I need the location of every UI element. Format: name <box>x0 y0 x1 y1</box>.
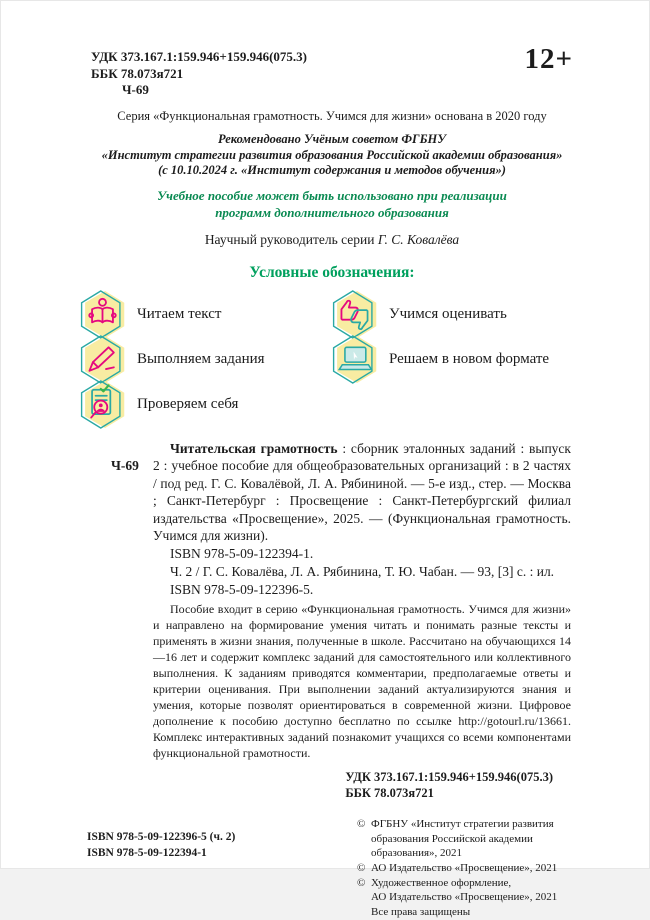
copyright-line: © АО Издательство «Просвещение», 2021 <box>357 862 558 875</box>
legend-label: Читаем текст <box>137 305 222 322</box>
legend-item-read <box>79 292 331 337</box>
udk-code: УДК 373.167.1:159.946+159.946(075.3) <box>91 49 307 64</box>
legend-label: Выполняем задания <box>137 350 265 367</box>
catalog-title: Читательская грамотность <box>170 440 338 456</box>
writing-pen-icon <box>79 334 126 385</box>
copyright-symbol: © <box>357 876 366 889</box>
isbn-main: ISBN 978-5-09-122394-1 <box>87 846 207 859</box>
legend-item-check <box>79 382 331 427</box>
legend-label: Учимся оценивать <box>389 305 507 322</box>
isbn-part-2: ISBN 978-5-09-122396-5 (ч. 2) <box>87 831 236 844</box>
catalog-code: Ч-69 <box>111 457 139 473</box>
bottom-codes <box>91 769 553 802</box>
top-row <box>91 43 573 99</box>
bbk-code-bottom: ББК 78.073я721 <box>345 786 434 801</box>
recommendation-line-2: «Институт стратегии развития образования Российской академии образования» <box>101 147 563 162</box>
part-line: Ч. 2 / Г. С. Ковалёва, Л. А. Рябинина, Т. Ю. Чабан. — 93, [3] с. : ил. <box>170 564 555 580</box>
legend-column-right <box>331 292 549 427</box>
copyright-block <box>357 817 589 919</box>
isbn-line-1: ISBN 978-5-09-122394-1. <box>170 545 314 561</box>
legend-label: Проверяем себя <box>137 395 239 412</box>
copyright-line: образования Российской академии <box>371 832 533 845</box>
legend-title: Условные обозначения: <box>249 263 415 281</box>
catalog-description-text: : сборник эталонных заданий : выпуск 2 : учебное пособие для общеобразовательных организаций : в 2 частях / под ред. Г. С. Ковалёвой, Л. А. Рябининой. — 5-е изд., стер. — Москва ; Санкт-Петербург : Просвещение : Санкт-Петербургский филиал издательства «Просвещение», 2025. — (Функциональная грамотность. Учимся для жизни). <box>153 440 571 544</box>
series-supervisor <box>91 232 573 248</box>
supervisor-prefix: Научный руководитель серии <box>204 231 378 247</box>
series-line: Серия «Функциональная грамотность. Учимся для жизни» основана в 2020 году <box>117 108 547 123</box>
recommendation-block <box>91 132 573 179</box>
usage-note-line-2: программ дополнительного образования <box>215 204 449 220</box>
thumbs-up-down-icon <box>331 289 378 340</box>
bbk-code: ББК 78.073я721 <box>91 65 184 81</box>
footer-isbns <box>87 830 235 919</box>
copyright-symbol: © <box>357 818 366 831</box>
legend-label: Решаем в новом формате <box>389 350 550 367</box>
legend-item-new-format <box>331 337 549 382</box>
legend <box>79 292 573 427</box>
copyright-line: © Художественное оформление, <box>357 876 512 889</box>
annotation: Пособие входит в серию «Функциональная грамотность. Учимся для жизни» и направлено на формирование умения читать и понимать разные тексты и применять в жизни знания, полученные в школе. Рассчитано на обучающихся 14—16 лет и содержит комплекс заданий для самостоятельного или коллективного выполнения. К заданиям приводятся комментарии, предполагаемые ответы и критерии оценивания. При выполнении заданий актуализируются знания и умения, которые позволят ориентироваться в современной жизни. Цифровое дополнение к пособию доступно бесплатно по ссылке http://gotourl.ru/13661. Комплекс интерактивных заданий познакомит учащихся со всеми компонентами функциональной грамотности. <box>153 602 571 761</box>
copyright-line: Все права защищены <box>371 905 471 918</box>
legend-column-left <box>79 292 331 427</box>
isbn-line-2: ISBN 978-5-09-122396-5. <box>170 581 314 597</box>
copyright-line: АО Издательство «Просвещение», 2021 <box>371 891 558 904</box>
copyright-symbol: © <box>357 862 366 875</box>
legend-item-evaluate <box>331 292 549 337</box>
copyright-line: образования», 2021 <box>371 847 463 860</box>
reading-book-icon <box>79 289 126 340</box>
classification-codes <box>91 49 307 99</box>
catalog-card <box>111 440 571 762</box>
udk-code-bottom: УДК 373.167.1:159.946+159.946(075.3) <box>345 769 553 784</box>
copyright-line: © ФГБНУ «Институт стратегии развития <box>357 818 554 831</box>
catalog-description <box>153 440 571 545</box>
usage-note <box>91 188 573 222</box>
author-sign-code: Ч-69 <box>122 82 149 98</box>
usage-note-line-1: Учебное пособие может быть использовано при реализации <box>157 187 507 203</box>
recommendation-line-3: (с 10.10.2024 г. «Институт содержания и методов обучения») <box>158 163 506 178</box>
laptop-icon <box>331 334 378 385</box>
recommendation-line-1: Рекомендовано Учёным советом ФГБНУ <box>218 131 446 146</box>
checklist-magnifier-icon <box>79 379 126 430</box>
legend-item-tasks <box>79 337 331 382</box>
age-rating-badge: 12+ <box>524 43 573 75</box>
supervisor-name: Г. С. Ковалёва <box>377 231 460 247</box>
footer <box>87 817 589 919</box>
